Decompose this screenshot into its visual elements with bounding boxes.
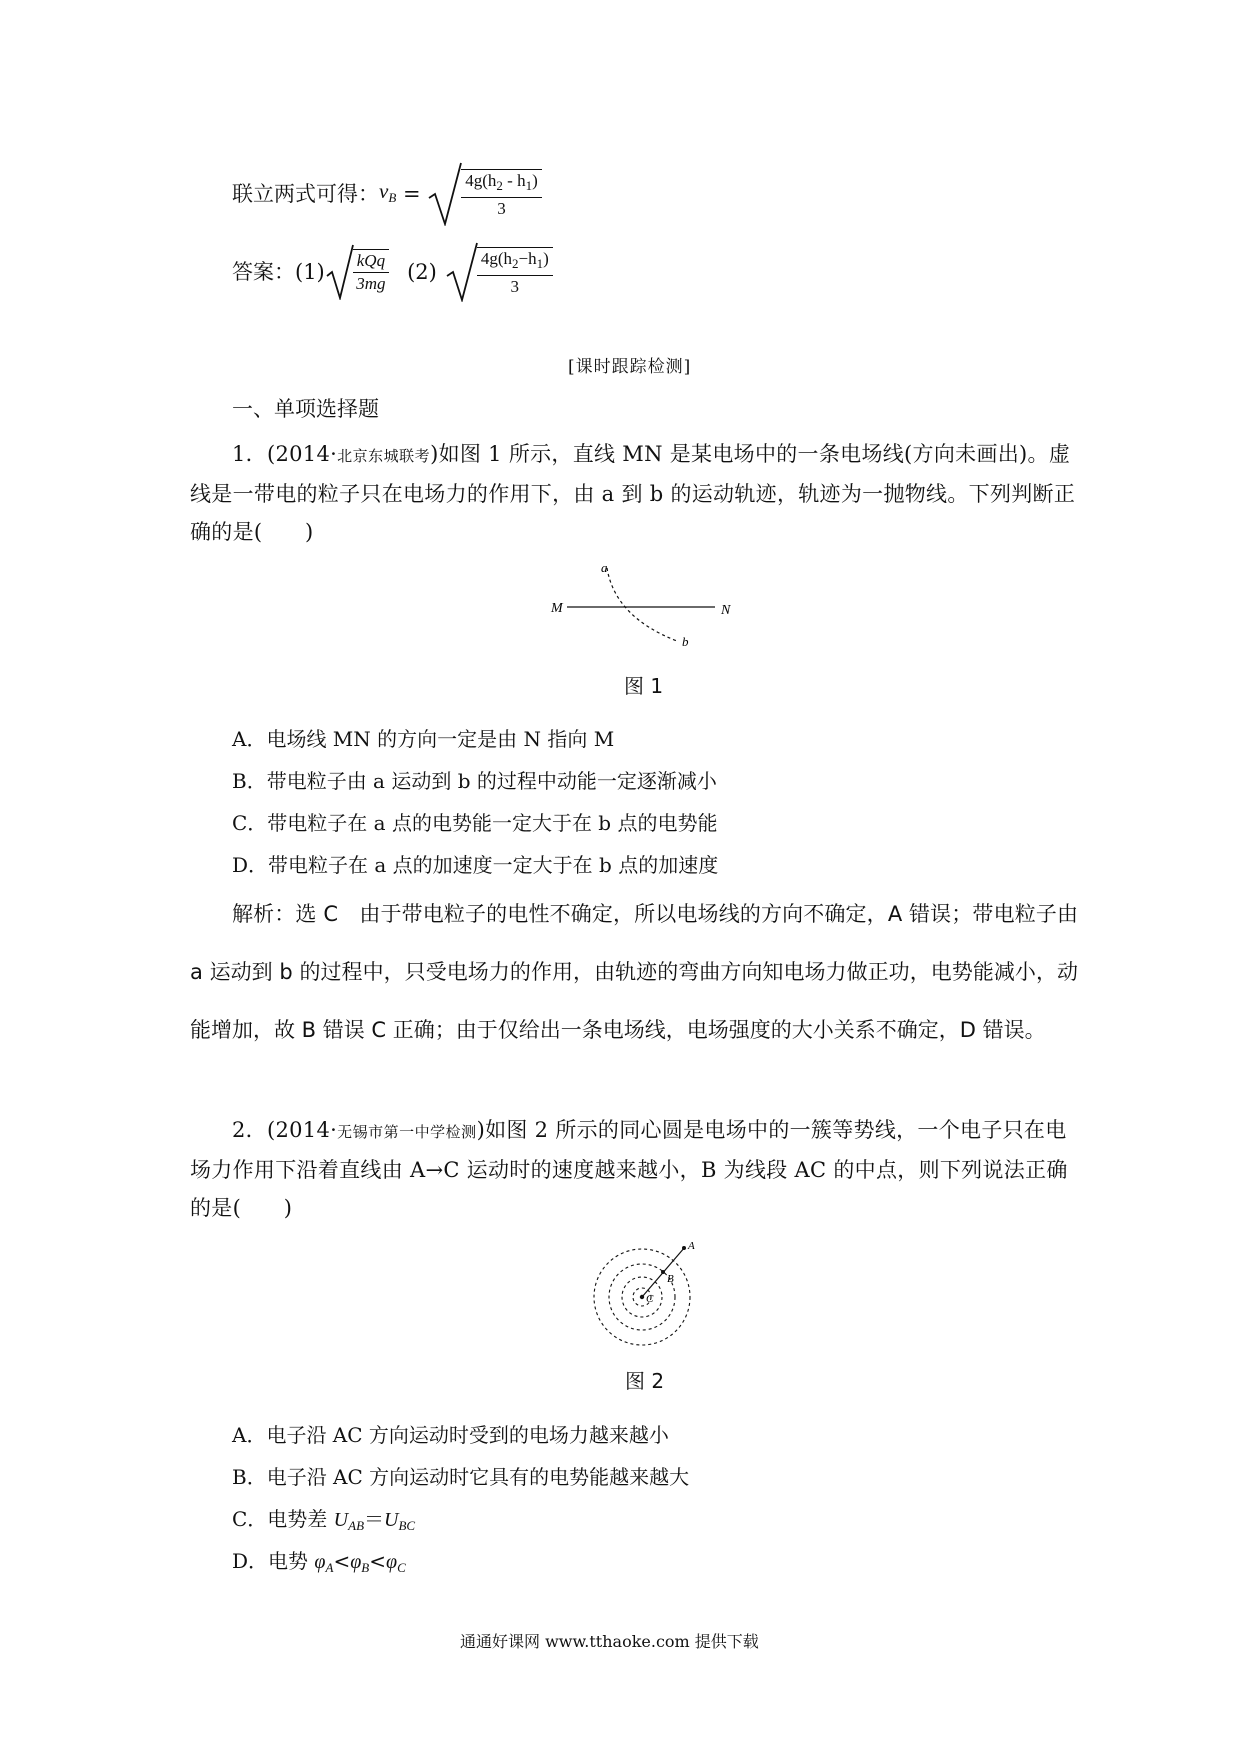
answer-label: 答案：	[232, 260, 295, 284]
label-n: N	[721, 603, 731, 618]
option-c-u1-sub: AB	[348, 1518, 365, 1533]
question-2-source-open: (2014·	[266, 1118, 338, 1142]
question-1-option-d: D．带电粒子在 a 点的加速度一定大于在 b 点的加速度	[232, 853, 719, 877]
question-1-option-c: C．带电粒子在 a 点的电势能一定大于在 b 点的电势能	[232, 811, 718, 835]
question-1-source-close: )	[430, 442, 439, 466]
option-c-eq: ＝	[364, 1507, 385, 1531]
question-1-text: 如图 1 所示，直线 MN 是某电场中的一条电场线(方向未画出)。虚线是一带电的粒子只在电场力的作用下，由 a 到 b 的运动轨迹，轨迹为一抛物线。下列判断正确的是( )	[190, 442, 1076, 544]
velocity-var: v	[379, 178, 389, 203]
option-d-lt1: <	[333, 1549, 351, 1573]
option-d-phi-b: φ	[350, 1551, 362, 1573]
answer-sqrt-1	[325, 244, 389, 300]
section-title: [课时跟踪检测]	[568, 357, 692, 377]
label-b: b	[682, 634, 689, 649]
answer-part1-prefix: (1)	[295, 260, 325, 284]
label-b: B	[667, 1273, 674, 1285]
label-m: M	[551, 601, 563, 616]
radical-sign-1	[325, 244, 355, 300]
fraction-denominator: 3	[497, 198, 506, 218]
point-b	[661, 1270, 665, 1274]
option-d-phi-a: φ	[314, 1551, 326, 1573]
option-c-u2: U	[384, 1509, 399, 1531]
answer-sqrt-2	[445, 242, 553, 302]
question-1-source: 北京东城联考	[337, 447, 431, 465]
option-d-prefix: D．电势	[232, 1549, 315, 1573]
option-d-phi-c: φ	[386, 1551, 398, 1573]
section-heading: 一、单项选择题	[232, 397, 379, 421]
question-1-number: 1．	[232, 442, 267, 466]
fraction-numerator: $4g(h_2 - h_1)$	[461, 170, 542, 198]
question-1-stem	[190, 435, 1078, 551]
fraction	[461, 170, 542, 220]
equals-sign: =	[396, 182, 428, 206]
fraction-1	[353, 250, 389, 295]
answer-part2-prefix: (2)	[407, 260, 437, 284]
question-2-text: 如图 2 所示的同心圆是电场中的一簇等势线，一个电子只在电场力作用下沿着直线由 A→C 运动时的速度越来越小，B 为线段 AC 的中点，则下列说法正确的是( )	[190, 1118, 1068, 1220]
footer-text: 通通好课网 www.tthaoke.com 提供下载	[460, 1632, 759, 1651]
particle-trajectory	[607, 568, 677, 641]
option-c-prefix: C．电势差	[232, 1507, 334, 1531]
figure-2	[585, 1235, 705, 1353]
radical-sign	[427, 162, 463, 226]
question-1-option-b: B．带电粒子由 a 运动到 b 的过程中动能一定逐渐减小	[232, 769, 717, 793]
fraction-1-denominator: 3mg	[356, 274, 386, 293]
fraction-2-denominator: 3	[510, 276, 520, 296]
derivation-line	[232, 162, 542, 226]
figure-1-caption: 图 1	[624, 674, 664, 698]
velocity-sub: B	[388, 189, 397, 205]
option-c-u1: U	[333, 1509, 349, 1531]
derivation-prefix: 联立两式可得：	[232, 182, 379, 206]
figure-1	[545, 555, 745, 655]
question-2-source-close: )	[476, 1118, 486, 1142]
option-d-phi-c-sub: C	[397, 1560, 406, 1575]
option-d-lt2: <	[369, 1549, 386, 1573]
label-a: a	[601, 560, 608, 575]
question-1-source-open: (2014·	[266, 442, 338, 466]
answer-line	[232, 242, 553, 302]
question-2-source: 无锡市第一中学检测	[337, 1123, 477, 1141]
point-c	[640, 1295, 644, 1299]
option-c-u2-sub: BC	[398, 1518, 416, 1533]
question-1-option-a: A．电场线 MN 的方向一定是由 N 指向 M	[232, 727, 615, 751]
option-d-phi-b-sub: B	[361, 1560, 370, 1575]
label-c: C	[646, 1293, 654, 1305]
question-2-stem	[190, 1111, 1078, 1227]
question-2-option-d	[232, 1545, 406, 1576]
question-1-analysis: 解析：选 C 由于带电粒子的电性不确定，所以电场线的方向不确定，A 错误；带电粒子由 a 运动到 b 的过程中，只受电场力的作用，由轨迹的弯曲方向知电场力做正功，电势能减小，动能增加，故 B 错误 C 正确；由于仅给出一条电场线，电场强度的大小关系不确定，D 错误。	[190, 902, 1078, 1042]
sqrt-body-1	[353, 249, 389, 295]
question-2-option-a: A．电子沿 AC 方向运动时受到的电场力越来越小	[232, 1423, 669, 1447]
radical-sign-2	[445, 242, 479, 302]
velocity-symbol	[379, 176, 396, 213]
sqrt-body	[461, 169, 542, 220]
fraction-2-numerator: $4g(h_2-h_1)$	[477, 248, 553, 276]
sqrt-body-2	[477, 247, 553, 298]
sqrt-expression	[427, 162, 542, 226]
figure-2-caption: 图 2	[625, 1369, 665, 1393]
fraction-2	[477, 248, 553, 298]
point-a	[682, 1246, 686, 1250]
label-a: A	[688, 1240, 695, 1252]
option-d-phi-a-sub: A	[325, 1560, 334, 1575]
fraction-1-numerator: kQq	[353, 250, 389, 273]
question-2-option-b: B．电子沿 AC 方向运动时它具有的电势能越来越大	[232, 1465, 690, 1489]
question-2-option-c	[232, 1503, 415, 1534]
question-2-number: 2．	[232, 1118, 267, 1142]
